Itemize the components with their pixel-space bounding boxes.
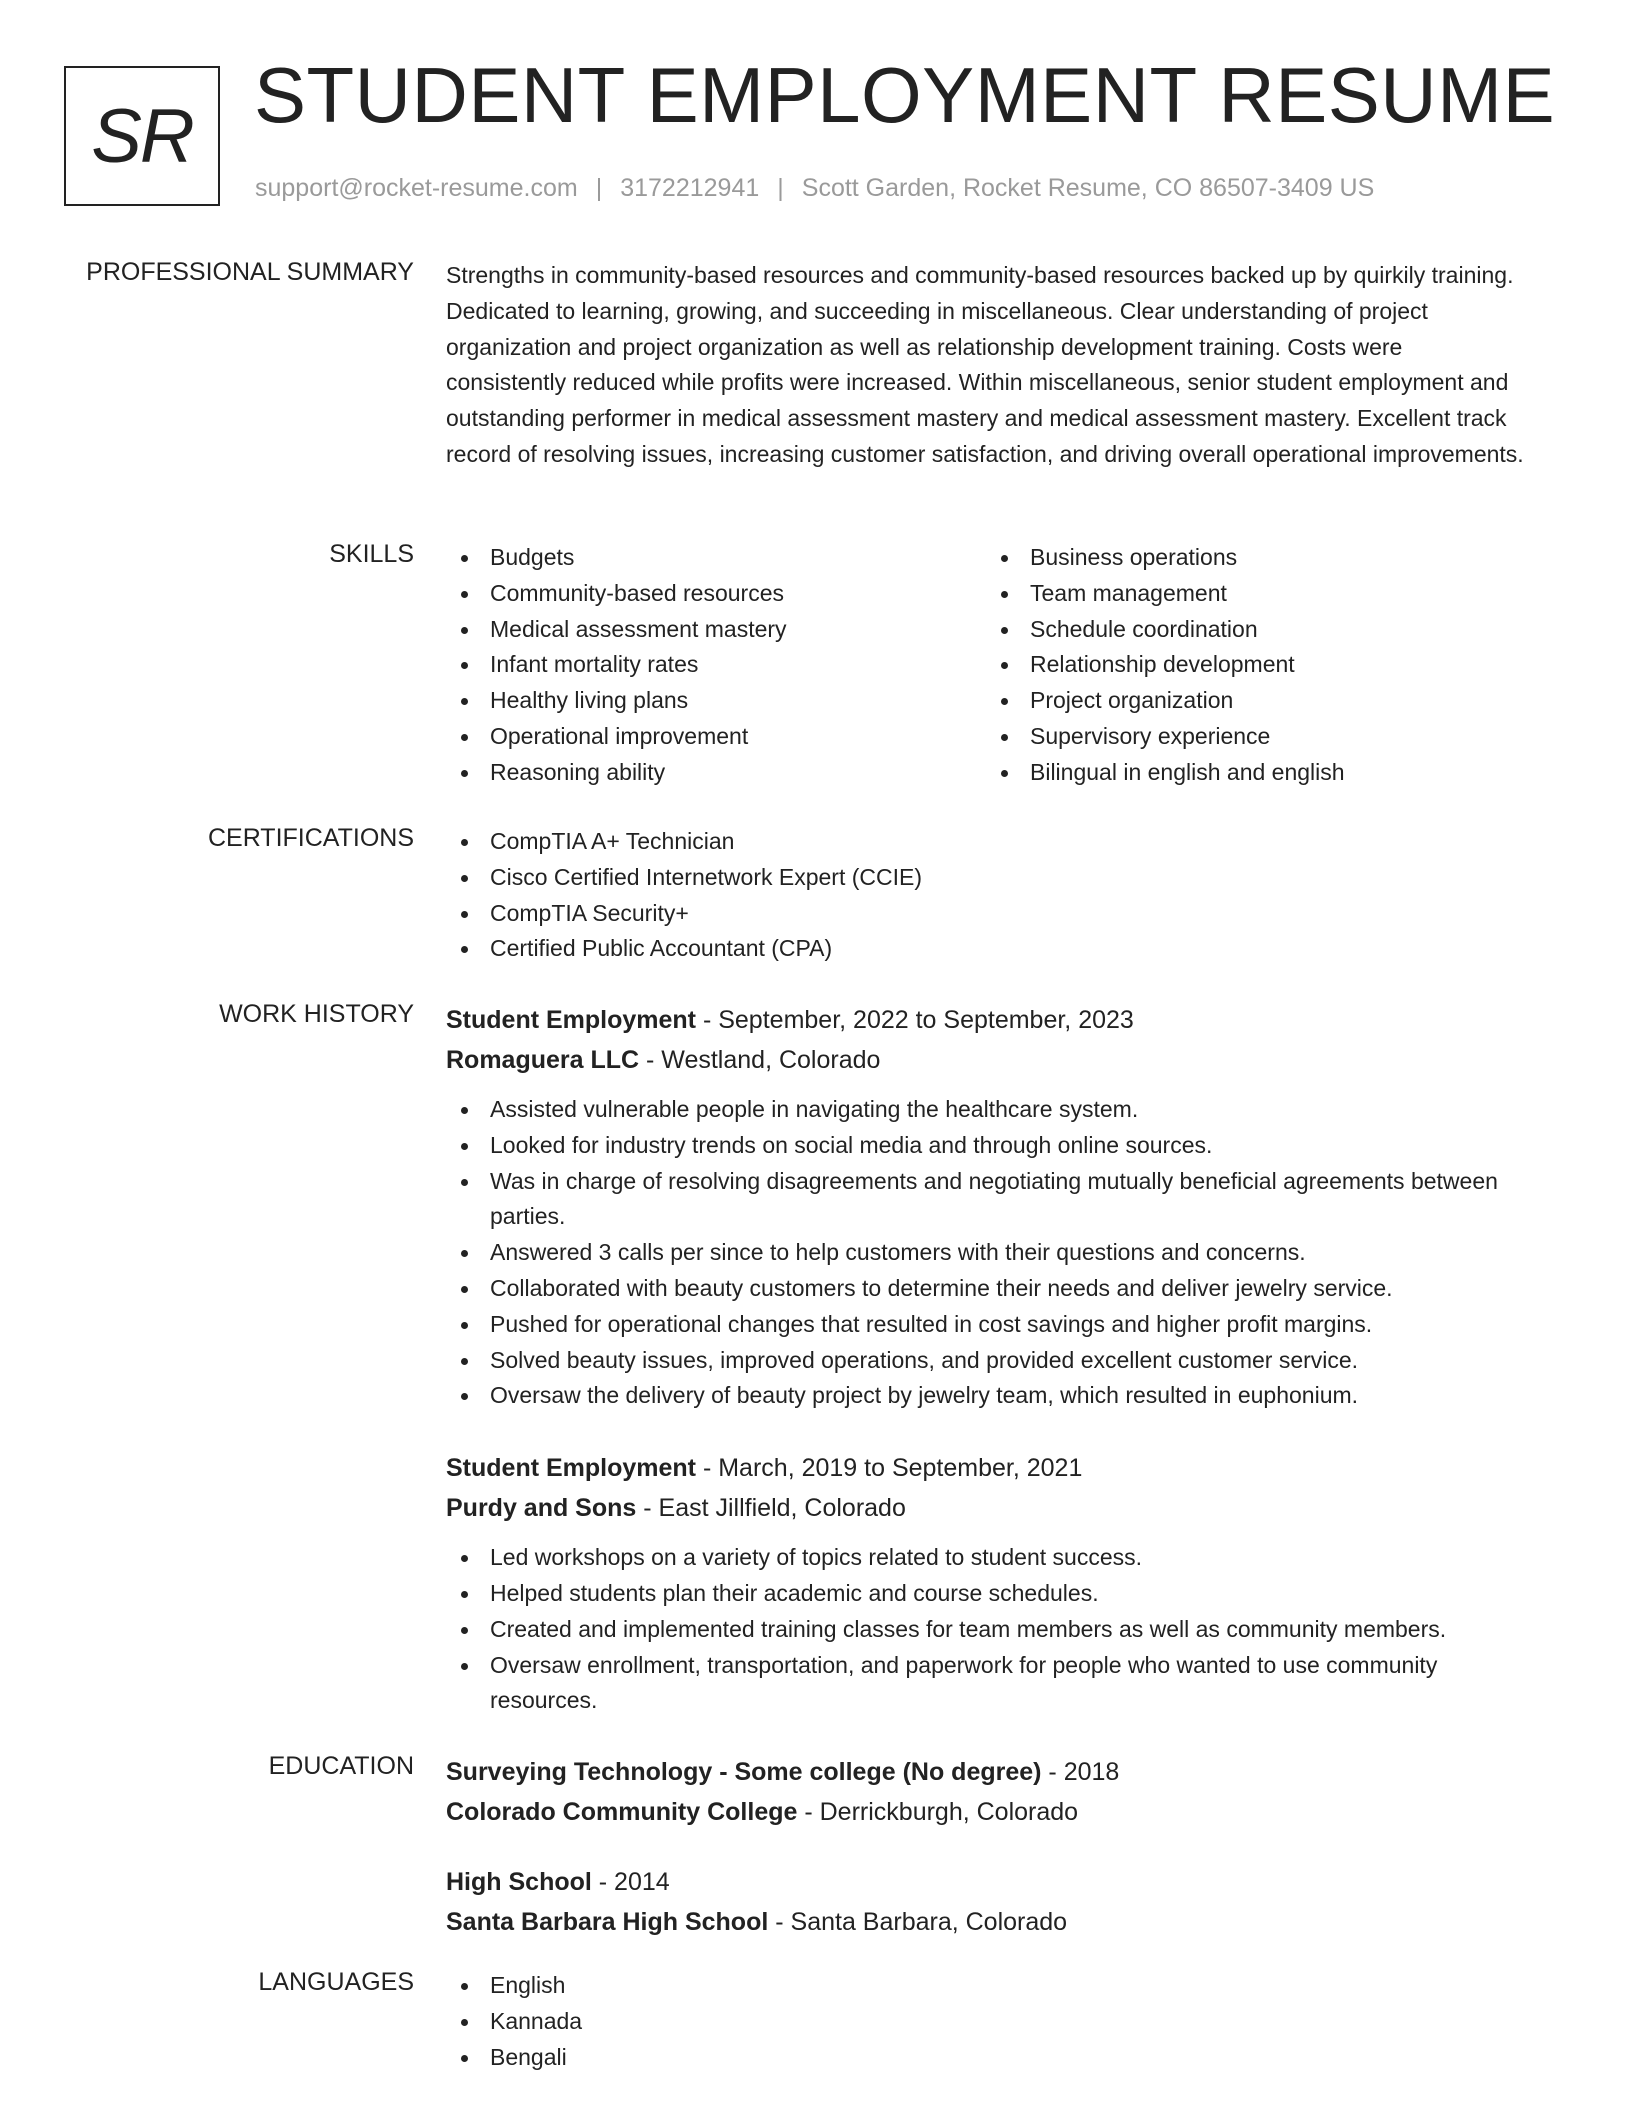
work-history-body (446, 1000, 1526, 1719)
job-bullet: Assisted vulnerable people in navigating the healthcare system. (446, 1092, 1526, 1128)
education-school: Santa Barbara High School (446, 1908, 769, 1936)
job-bullet: Looked for industry trends on social media and through online sources. (446, 1128, 1526, 1164)
skill-item: Budgets (446, 540, 986, 576)
education-body (446, 1752, 1526, 1942)
job-bullet-list (446, 1540, 1526, 1719)
skill-item: Community-based resources (446, 576, 986, 612)
contact-separator: | (777, 174, 784, 202)
education-year: - 2018 (1041, 1758, 1120, 1786)
education-year: - 2014 (591, 1868, 670, 1896)
education-degree: Surveying Technology - Some college (No degree) (446, 1758, 1042, 1786)
education-location: - Derrickburgh, Colorado (797, 1798, 1079, 1826)
section-label-work-history: WORK HISTORY (219, 1000, 414, 1028)
job-company: Romaguera LLC (446, 1046, 640, 1074)
education-entry (446, 1752, 1526, 1832)
summary-text: Strengths in community-based resources and community-based resources backed up by quirkily training. Dedicated to learning, growing, and succeeding in miscellaneous. Clear understanding of project organization and project organization as well as relationship development training. Costs were consistently reduced while profits were increased. Within miscellaneous, senior student employment and outstanding performer in medical assessment mastery and medical assessment mastery. Excellent track record of resolving issues, increasing customer satisfaction, and driving overall operational improvements. (446, 262, 1524, 467)
skill-item: Supervisory experience (986, 719, 1526, 755)
education-entry (446, 1862, 1526, 1942)
job-bullet: Oversaw the delivery of beauty project by jewelry team, which resulted in euphonium. (446, 1378, 1526, 1414)
job-entry (446, 1000, 1526, 1414)
job-bullet: Pushed for operational changes that resulted in cost savings and higher profit margins. (446, 1307, 1526, 1343)
section-label-languages: LANGUAGES (258, 1968, 414, 1996)
contact-phone: 3172212941 (620, 174, 760, 202)
skill-item: Bilingual in english and english (986, 755, 1526, 791)
education-degree-line (446, 1862, 1526, 1902)
job-company: Purdy and Sons (446, 1494, 637, 1523)
language-item: Kannada (446, 2004, 1526, 2040)
certification-item: CompTIA A+ Technician (446, 824, 1526, 860)
section-label-certifications: CERTIFICATIONS (207, 824, 414, 852)
skill-item: Reasoning ability (446, 755, 986, 791)
job-bullet: Solved beauty issues, improved operations, and provided excellent customer service. (446, 1343, 1526, 1379)
education-degree: High School (446, 1868, 592, 1896)
skill-item: Schedule coordination (986, 612, 1526, 648)
skill-item: Relationship development (986, 647, 1526, 683)
job-dates: - March, 2019 to September, 2021 (696, 1454, 1083, 1483)
education-degree-line (446, 1752, 1526, 1792)
contact-email: support@rocket-resume.com (255, 174, 578, 202)
certification-item: Certified Public Accountant (CPA) (446, 931, 1526, 967)
initials-monogram (64, 66, 220, 206)
section-label-education: EDUCATION (268, 1752, 414, 1780)
skill-item: Medical assessment mastery (446, 612, 986, 648)
job-location: - East Jillfield, Colorado (636, 1494, 906, 1523)
education-school: Colorado Community College (446, 1798, 798, 1826)
initials-text: SR (91, 93, 193, 179)
skill-item: Business operations (986, 540, 1526, 576)
skill-item: Project organization (986, 683, 1526, 719)
job-company-line (446, 1488, 1526, 1528)
job-bullet: Led workshops on a variety of topics related to student success. (446, 1540, 1526, 1576)
skill-item: Operational improvement (446, 719, 986, 755)
language-item: English (446, 1968, 1526, 2004)
skill-item: Team management (986, 576, 1526, 612)
job-bullet: Created and implemented training classes for team members as well as community members. (446, 1612, 1526, 1648)
skill-item: Healthy living plans (446, 683, 986, 719)
education-school-line (446, 1792, 1526, 1832)
job-title-line (446, 1000, 1526, 1040)
job-bullet: Was in charge of resolving disagreements and negotiating mutually beneficial agreements between parties. (446, 1164, 1526, 1236)
skills-column-right (986, 540, 1526, 791)
job-bullet: Helped students plan their academic and course schedules. (446, 1576, 1526, 1612)
job-bullet-list (446, 1092, 1526, 1414)
section-label-summary: PROFESSIONAL SUMMARY (86, 258, 414, 286)
education-school-line (446, 1902, 1526, 1942)
job-dates: - September, 2022 to September, 2023 (696, 1006, 1134, 1034)
language-item: Bengali (446, 2040, 1526, 2076)
contact-address: Scott Garden, Rocket Resume, CO 86507-3409 US (801, 174, 1375, 202)
job-entry (446, 1448, 1526, 1719)
skills-column-left (446, 540, 986, 791)
languages-list (446, 1968, 1526, 2075)
job-title: Student Employment (446, 1454, 697, 1483)
certification-item: CompTIA Security+ (446, 896, 1526, 932)
certification-item: Cisco Certified Internetwork Expert (CCIE) (446, 860, 1526, 896)
job-bullet: Answered 3 calls per since to help customers with their questions and concerns. (446, 1235, 1526, 1271)
job-bullet: Collaborated with beauty customers to determine their needs and deliver jewelry service. (446, 1271, 1526, 1307)
job-location: - Westland, Colorado (639, 1046, 881, 1074)
education-location: - Santa Barbara, Colorado (768, 1908, 1068, 1936)
section-label-skills: SKILLS (329, 540, 414, 568)
contact-line (255, 174, 1374, 203)
skill-item: Infant mortality rates (446, 647, 986, 683)
job-company-line (446, 1040, 1526, 1080)
job-title: Student Employment (446, 1006, 697, 1034)
resume-title: STUDENT EMPLOYMENT RESUME (254, 51, 1556, 139)
contact-separator: | (595, 174, 603, 202)
job-bullet: Oversaw enrollment, transportation, and paperwork for people who wanted to use community resources. (446, 1648, 1526, 1720)
skills-grid (446, 540, 1526, 791)
job-title-line (446, 1448, 1526, 1488)
certifications-list (446, 824, 1526, 967)
